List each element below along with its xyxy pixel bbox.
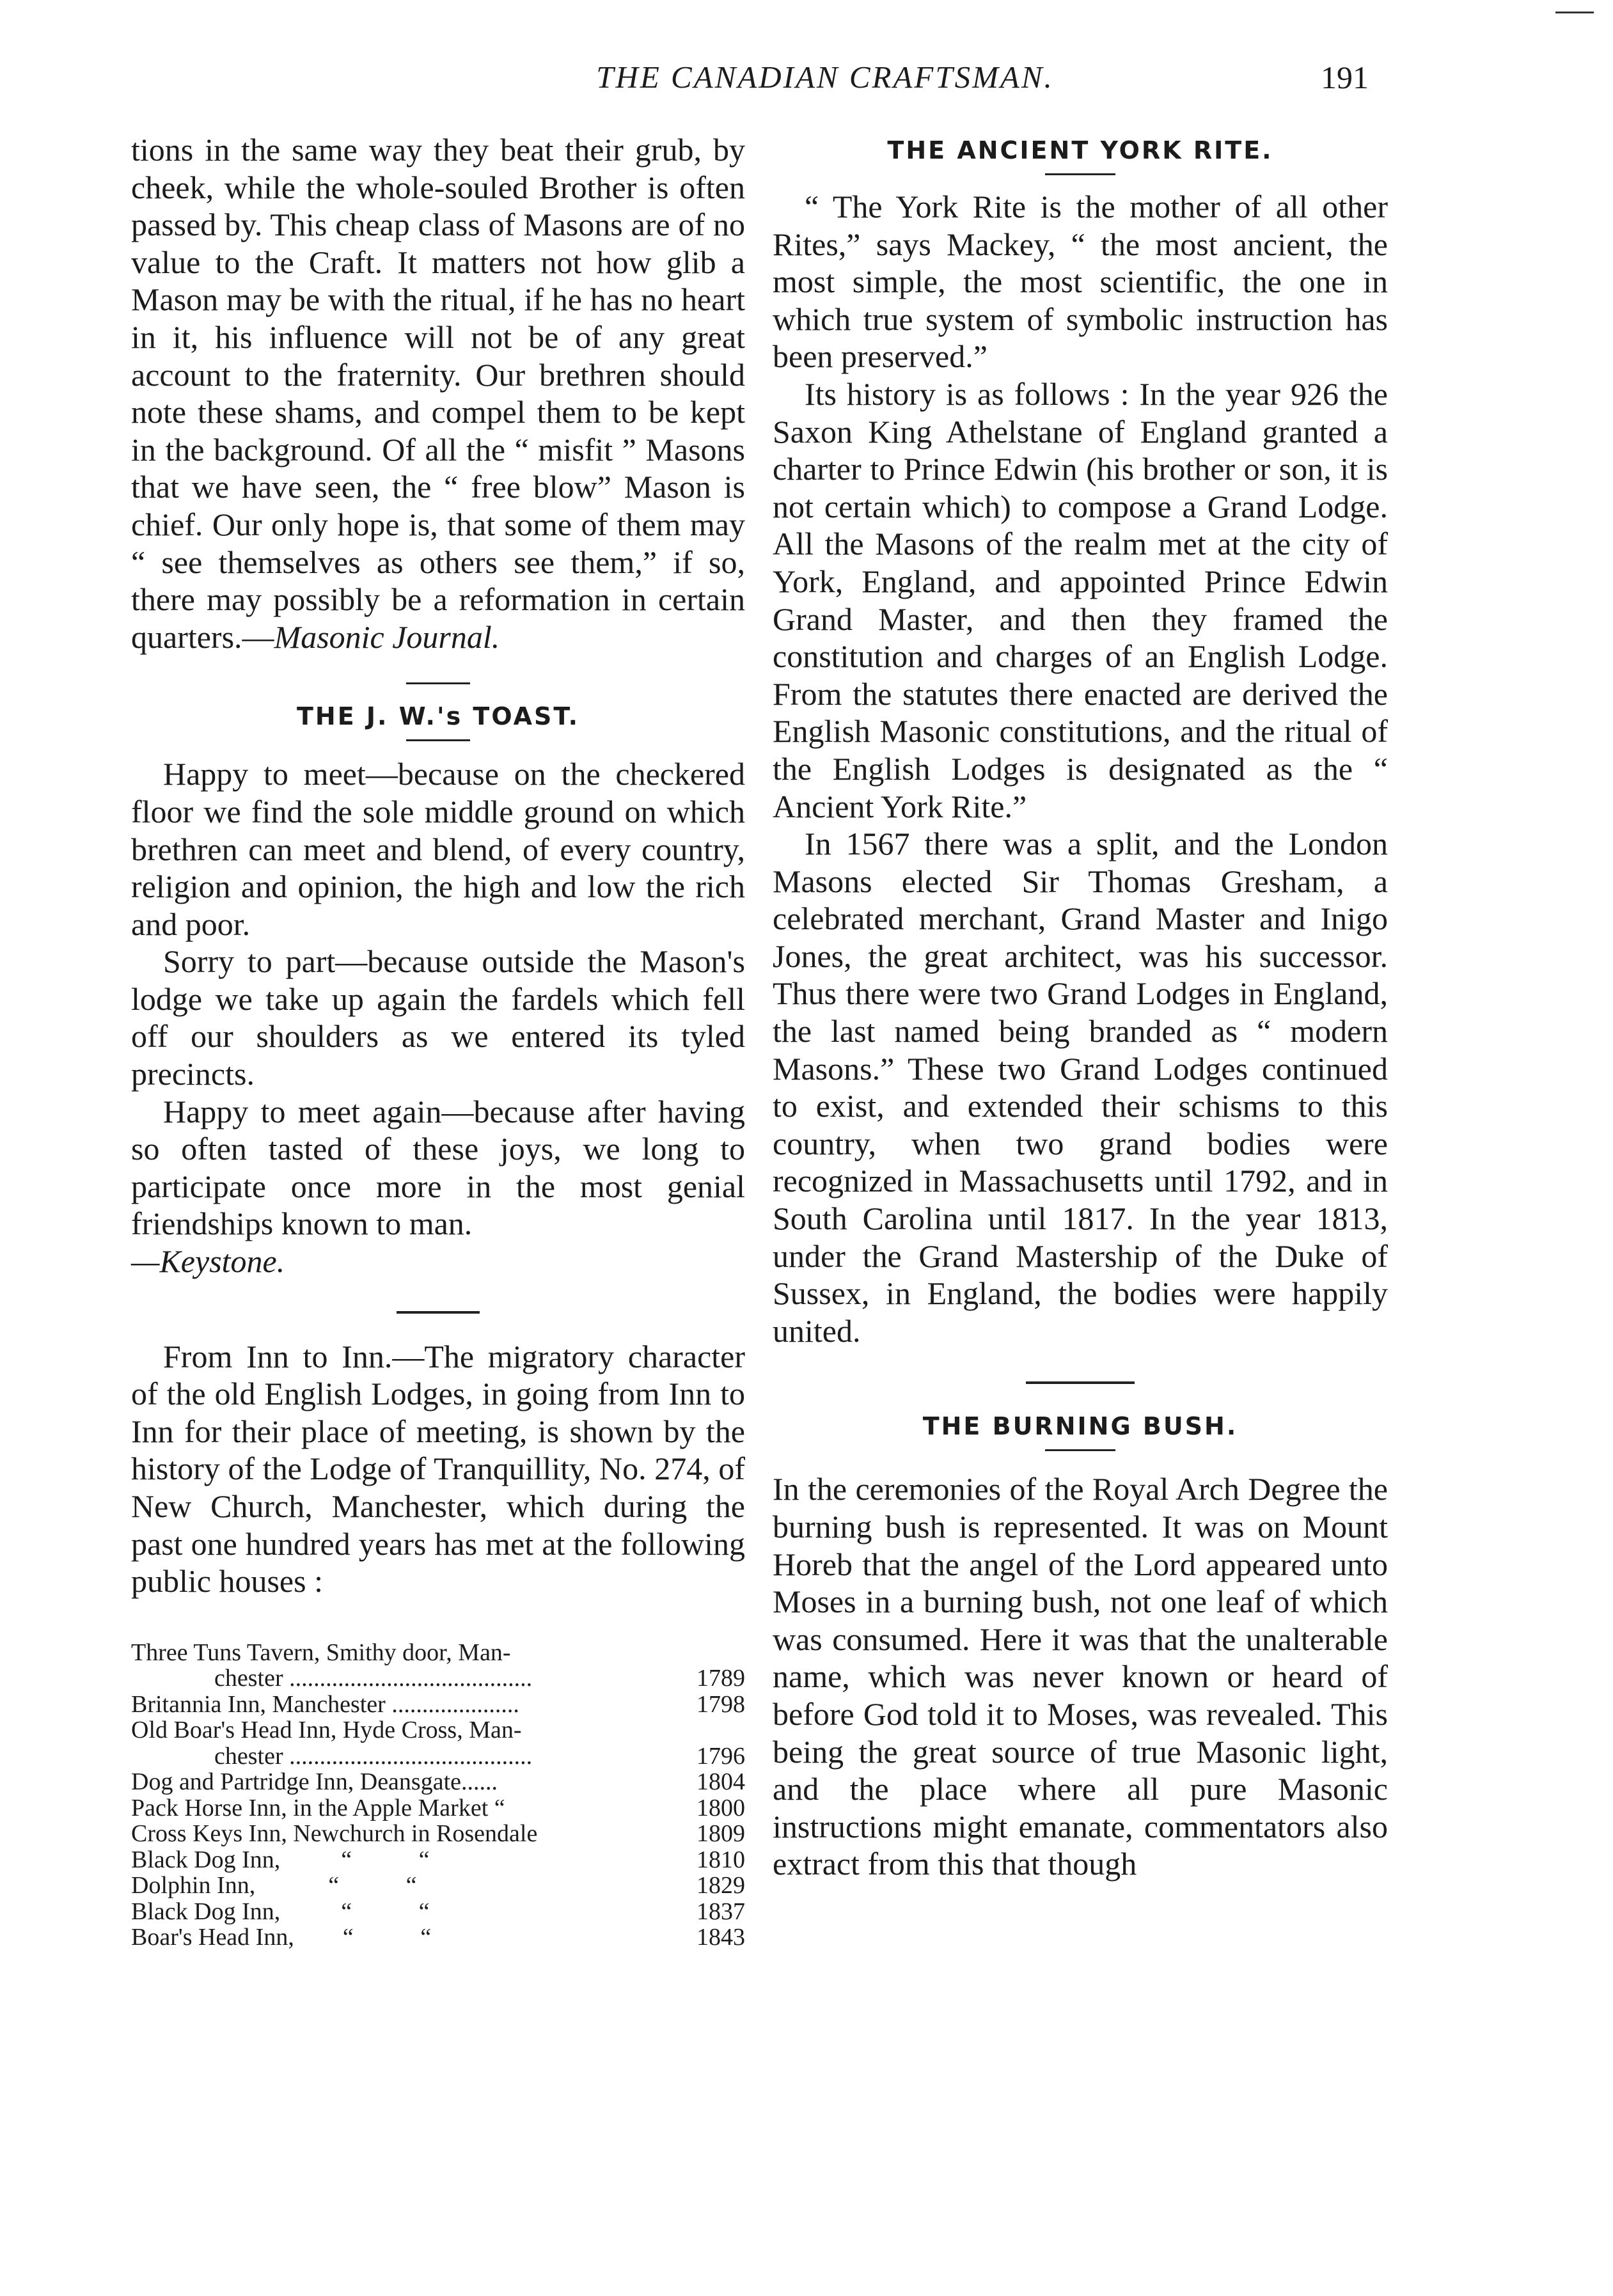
- list-item: Old Boar's Head Inn, Hyde Cross, Man-: [131, 1717, 522, 1743]
- heading-underline: [406, 739, 470, 741]
- toast-paragraph-1: Happy to meet—because on the checkered floor we find the sole middle ground on which brethren can meet and blend, of every country, religion and opinion, the high and low the rich and poor.: [131, 756, 745, 942]
- toast-source: [131, 1243, 745, 1280]
- section-rule: [1026, 1381, 1135, 1384]
- list-item: chester ........................................ 1789: [214, 1665, 745, 1692]
- york-rite-heading: THE ANCIENT YORK RITE.: [887, 136, 1273, 164]
- inn-paragraph: From Inn to Inn.—The migratory character of the old English Lodges, in going from Inn to Inn for their place of meeting, is shown by the history of the Lodge of Tranquillity, No. 274, of New Church, Manchester, which during the past one hundred years has met at the following public houses :: [131, 1338, 745, 1600]
- list-item: Dolphin Inn, “ “ 1829: [131, 1872, 745, 1899]
- list-item: Cross Keys Inn, Newchurch in Rosendale 1809: [131, 1820, 745, 1848]
- running-title: THE CANADIAN CRAFTSMAN.: [596, 59, 1054, 95]
- page-number: 191: [1321, 59, 1369, 95]
- intro-paragraph: [131, 131, 745, 656]
- intro-text: tions in the same way they beat their grub, by cheek, while the whole-souled Brother is often passed by. This cheap class of Masons are of no value to the Craft. It matters not how glib a Mason may be with the ritual, if he has no heart in it, his influence will not be of any great account to the fraternity. Our brethren should note these shams, and compel them to be kept in the background. Of all the “ misfit ” Masons that we have seen, the “ free blow” Mason is chief. Our only hope is, that some of them may “ see themselves as others see them,” if so, there may possibly be a reformation in certain quarters.—: [131, 132, 745, 655]
- inn-list: [131, 1640, 745, 1951]
- corner-rule: [1555, 12, 1594, 13]
- toast-paragraph-2: Sorry to part—because outside the Mason's lodge we take up again the fardels which fell off our shoulders as we entered its tyled precincts.: [131, 943, 745, 1092]
- toast-heading: THE J. W.'s TOAST.: [296, 702, 579, 731]
- intro-source: Masonic Journal.: [274, 618, 500, 655]
- york-paragraph-3: In 1567 there was a split, and the London Masons elected Sir Thomas Gresham, a celebrated merchant, Grand Master and Inigo Jones, the great architect, was his successor. Thus there were two Grand Lodges in England, the last named being branded as “ modern Masons.” These two Grand Lodges continued to exist, and extended their schisms to this country, when two grand bodies were recognized in Massachusetts until 1792, and in South Carolina until 1817. In the year 1813, under the Grand Mastership of the Duke of Sussex, in England, the bodies were happily united.: [773, 826, 1388, 1349]
- left-column: [131, 131, 745, 1951]
- burning-bush-heading: THE BURNING BUSH.: [922, 1412, 1238, 1441]
- list-item: chester ........................................ 1796: [214, 1742, 745, 1770]
- list-item: Britannia Inn, Manchester ..................... 1798: [131, 1690, 745, 1718]
- page-header: [134, 59, 1388, 110]
- section-rule: [397, 1311, 480, 1314]
- york-paragraph-1: “ The York Rite is the mother of all other Rites,” says Mackey, “ the most ancient, the most simple, the most scientific, the one in which true system of symbolic instruction has been preserved.”: [773, 189, 1388, 375]
- list-item: Three Tuns Tavern, Smithy door, Man-: [131, 1639, 511, 1666]
- bush-paragraph-1: In the ceremonies of the Royal Arch Degree the burning bush is represented. It was on Mount Horeb that the angel of the Lord appeared unto Moses in a burning bush, not one leaf of which was consumed. Here it was that the unalterable name, which was never known or heard of before God told it to Moses, was revealed. This being the great source of true Masonic light, and the place where all pure Masonic instructions might emanate, commentators also extract from this that though: [773, 1471, 1388, 1882]
- heading-underline: [1045, 173, 1115, 175]
- list-item: Black Dog Inn, “ “ 1837: [131, 1898, 745, 1925]
- right-column: [773, 131, 1388, 1883]
- york-paragraph-2: Its history is as follows : In the year 926 the Saxon King Athelstane of England granted a charter to Prince Edwin (his brother or son, it is not certain which) to compose a Grand Lodge. All the Masons of the realm met at the city of York, England, and appointed Prince Edwin Grand Master, and then they framed the constitution and charges of an English Lodge. From the statutes there enacted are derived the English Masonic constitutions, and the ritual of the English Lodges is designated as the “ Ancient York Rite.”: [773, 375, 1388, 824]
- list-item: Black Dog Inn, “ “ 1810: [131, 1846, 745, 1873]
- toast-paragraph-3: Happy to meet again—because after having so often tasted of these joys, we long to participate once more in the most genial friendships known to man.: [131, 1093, 745, 1242]
- toast-source-text: —Keystone.: [131, 1243, 285, 1280]
- section-rule: [406, 682, 470, 684]
- list-item: Dog and Partridge Inn, Deansgate...... 1804: [131, 1768, 745, 1796]
- list-item: Pack Horse Inn, in the Apple Market “ 1800: [131, 1794, 745, 1821]
- heading-underline: [1045, 1449, 1115, 1451]
- list-item: Boar's Head Inn, “ “ 1843: [131, 1924, 745, 1951]
